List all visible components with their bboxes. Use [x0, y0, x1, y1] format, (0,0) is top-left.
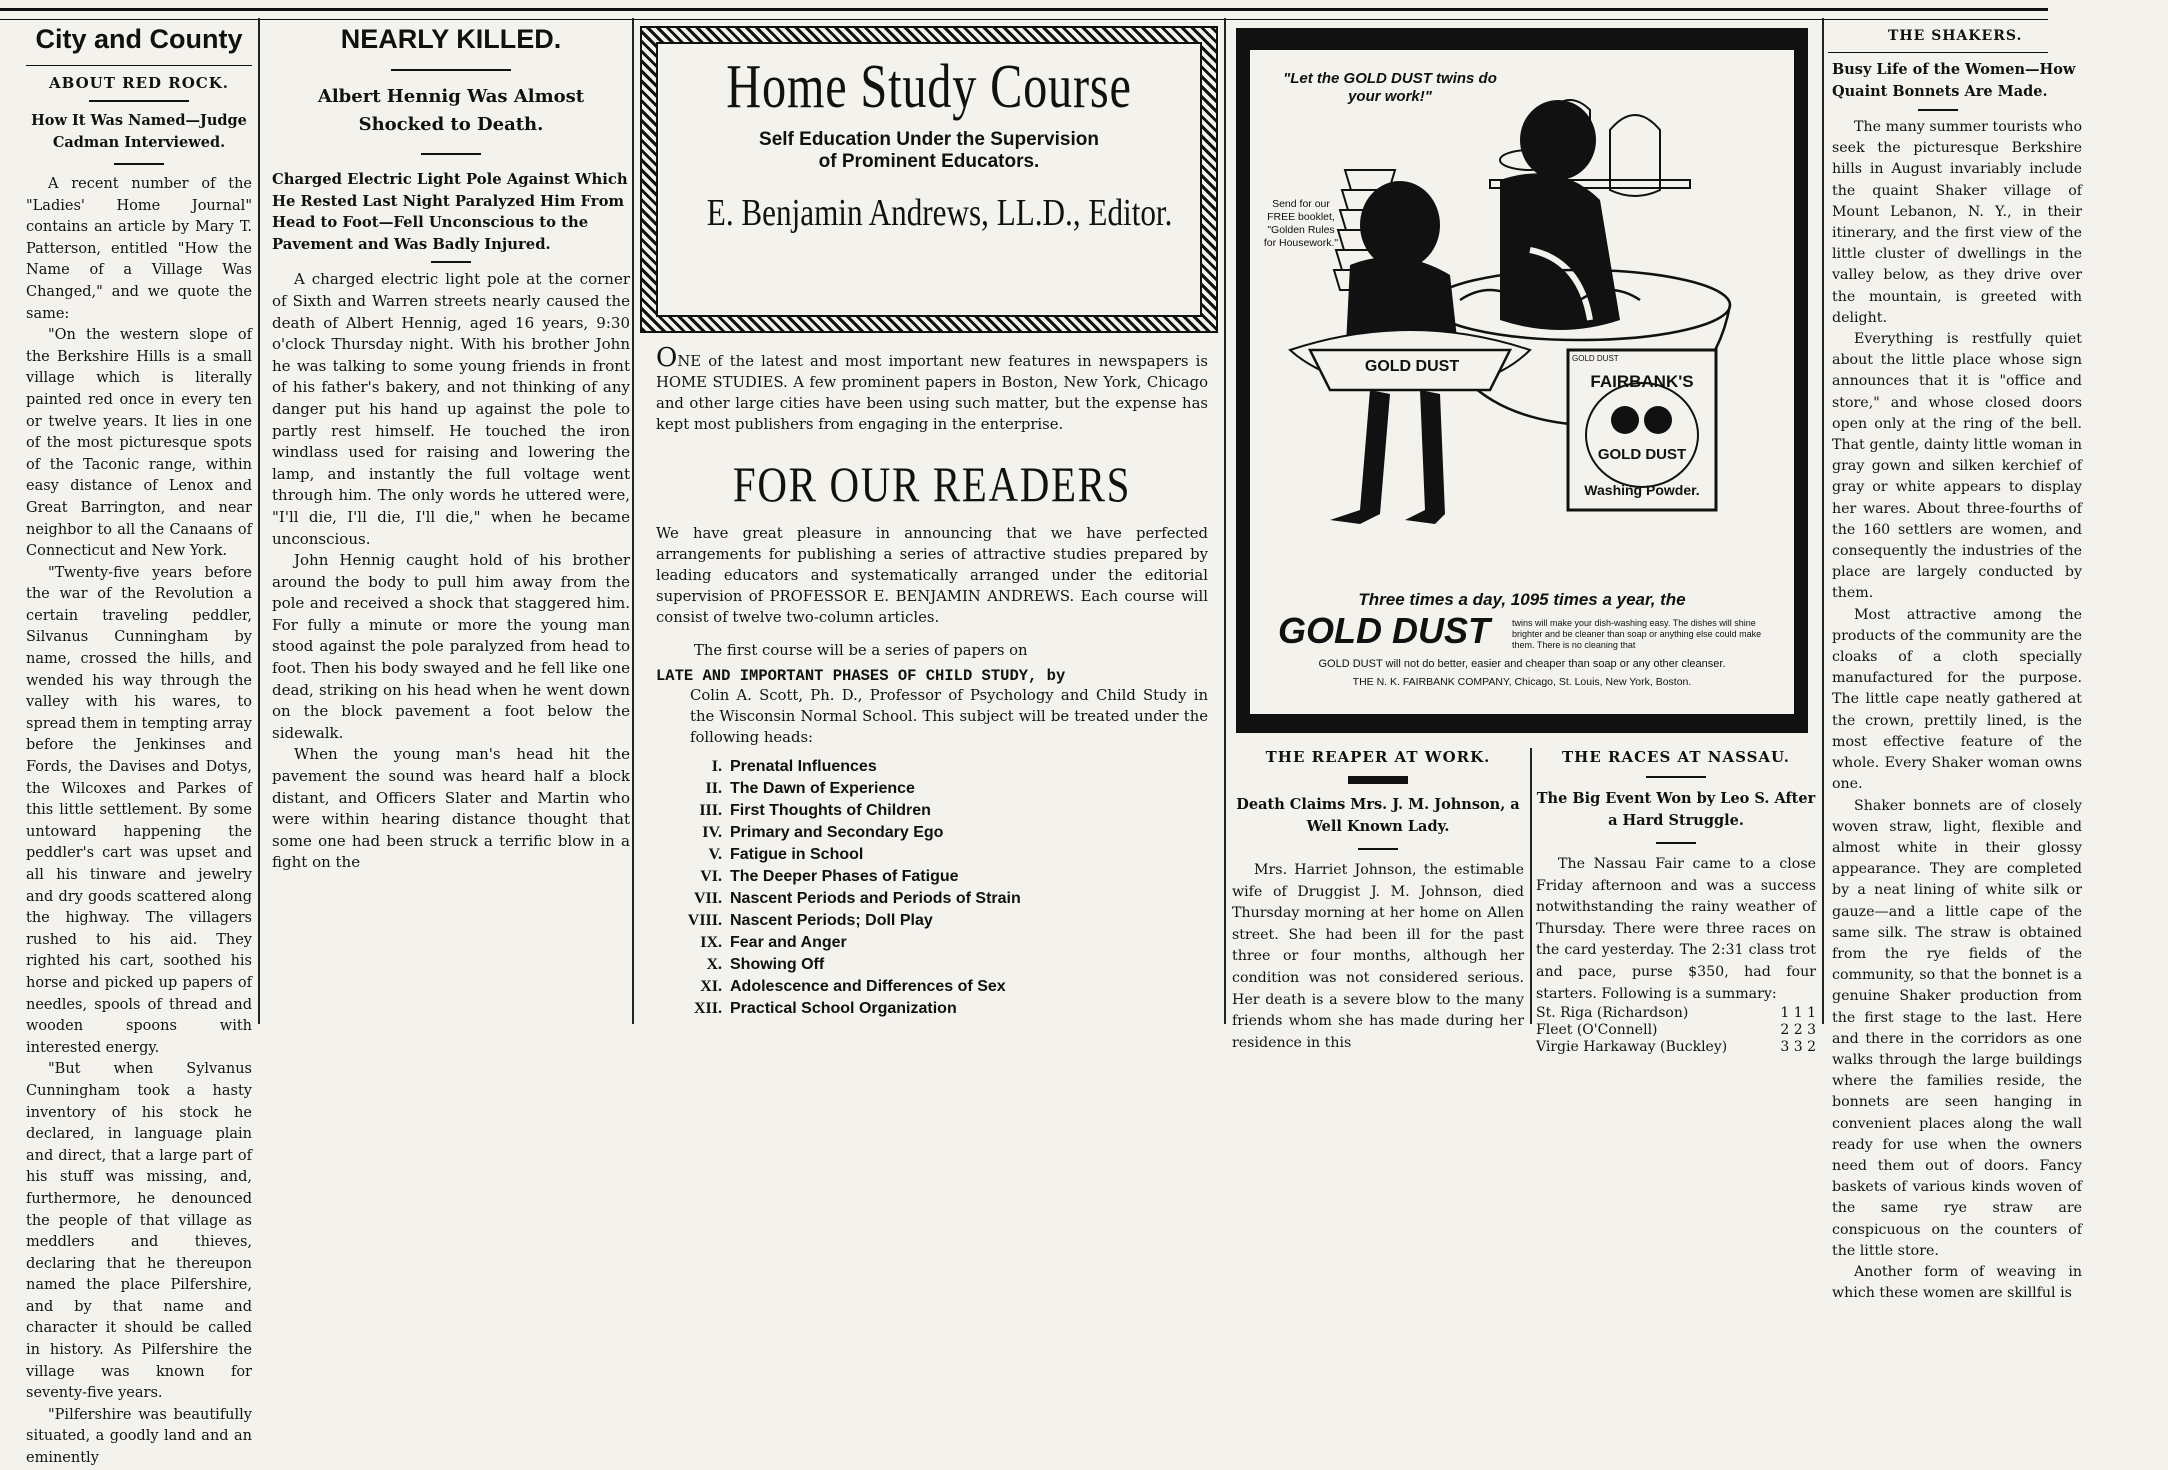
list-number: X.: [706, 956, 722, 973]
gold-dust-ad: [1236, 28, 1808, 733]
article-red-rock: [26, 174, 252, 1470]
headline-reaper: THE REAPER AT WORK.: [1265, 748, 1491, 766]
first-course-line: The first course will be a series of papers on: [694, 642, 1028, 659]
column-divider: [1530, 748, 1532, 1024]
list-title: Practical School Organization: [730, 1000, 957, 1017]
deck-reaper: Death Claims Mrs. J. M. Johnson, a Well Known Lady.: [1236, 796, 1520, 835]
jug-shape: [1610, 115, 1660, 196]
gold-dust-brand: GOLD DUST: [1278, 610, 1490, 651]
gold-dust-tagline: Three times a day, 1095 times a year, the: [1358, 590, 1686, 609]
home-study-course-ad: [640, 26, 1218, 333]
course-heading: LATE AND IMPORTANT PHASES OF CHILD STUDY, by: [656, 667, 1066, 685]
gold-dust-slogan: "Let the GOLD DUST twins do your work!": [1283, 70, 1497, 105]
list-item: [666, 998, 1208, 1020]
list-item: [666, 822, 1208, 844]
paragraph: "But when Sylvanus Cunningham took a hasty inventory of his stock he declared, in language plain and direct, that a large part of his stuff was missing, and, furthermore, he denounced the people of that village as meddlers and thieves, declaring that he thereupon named the place Pilfershire, and by that name and character it should be called in history. As Pilfershire the village was known for seventy-five years.: [26, 1061, 252, 1402]
horse-scores: 2 2 3: [1780, 1022, 1816, 1039]
race-results: [1536, 1005, 1816, 1056]
list-item: [666, 778, 1208, 800]
for-our-readers-heading: FOR OUR READERS: [732, 456, 1132, 512]
horse-scores: 1 1 1: [1780, 1005, 1816, 1022]
deck-races: The Big Event Won by Leo S. After a Hard Struggle.: [1536, 790, 1816, 829]
paragraph: John Hennig caught hold of his brother around the body to pull him away from the pole and received a shock that staggered him. For fully a minute or more the young man stood against the pole paralyzed from head to foot. Then his body swayed and he fell like one dead, striking on his head when he went down on the block pavement a foot below the sidewalk.: [272, 551, 630, 742]
list-item: [666, 976, 1208, 998]
gold-dust-twins-illustration: [1250, 50, 1794, 590]
list-item: [666, 844, 1208, 866]
list-title: Prenatal Influences: [730, 758, 877, 775]
list-title: Fear and Anger: [730, 934, 847, 951]
list-title: Nascent Periods and Periods of Strain: [730, 890, 1021, 907]
horse-scores: 3 3 2: [1780, 1039, 1816, 1056]
list-number: VIII.: [687, 912, 722, 929]
box-medallion: [1586, 383, 1698, 487]
twin-right-body: [1500, 173, 1620, 330]
paragraph: When the young man's head hit the pavement the sound was heard half a block distant, and Officers Slater and Martin who were within hearing distance thought that some one had been struck a terrific blow in a fight on the: [272, 745, 630, 872]
column-nearly-killed: [266, 18, 630, 1024]
course-subtitle-1: Self Education Under the Supervision: [759, 129, 1099, 150]
box-top-label: GOLD DUST: [1572, 354, 1619, 363]
list-number: XI.: [700, 978, 722, 995]
paragraph: "On the western slope of the Berkshire Hills is a small village which is literally painted red once in every ten or twelve years. It lies in one of the most picturesque spots of the Taconic range, within easy distance of Lenox and Great Barrington, and near neighbor to all the Canaans of Connecticut and New York.: [26, 327, 252, 560]
deck-red-rock: How It Was Named—Judge Cadman Interviewed.: [31, 112, 247, 151]
box-name-label: GOLD DUST: [1597, 446, 1687, 463]
list-number: VI.: [700, 868, 722, 885]
list-item: [666, 932, 1208, 954]
column-reaper: [1232, 748, 1524, 1051]
list-item: [666, 756, 1208, 778]
twin-left-leg: [1405, 390, 1445, 524]
list-item: [666, 954, 1208, 976]
masthead-city-county: City and County: [35, 24, 243, 54]
list-title: The Deeper Phases of Fatigue: [730, 868, 959, 885]
twin-left: [1290, 181, 1530, 524]
list-title: First Thoughts of Children: [730, 802, 931, 819]
paragraph: The many summer tourists who seek the picturesque Berkshire hills in August invariably include the quaint Shaker village of Mount Lebanon, N. Y., in their itinerary, and the first view of the little cluster of dwellings in the valley below, as they drive over the mountain, is greeted with delight.: [1832, 119, 2082, 326]
readers-text: We have great pleasure in announcing that we have perfected arrangements for publishing a series of attractive studies prepared by leading educators and systematically arranged under the editorial supervision of PROFESSOR E. BENJAMIN ANDREWS. Each course will consist of twelve two-column articles.: [656, 525, 1208, 626]
list-number: III.: [699, 802, 722, 819]
list-number: XII.: [693, 1000, 722, 1017]
medallion-twin: [1611, 406, 1639, 434]
intro-paragraph: [656, 343, 1208, 435]
subhead-hennig: Albert Hennig Was Almost Shocked to Death.: [317, 86, 585, 135]
headline-races: THE RACES AT NASSAU.: [1562, 748, 1790, 766]
headline-shakers: THE SHAKERS.: [1888, 28, 2023, 44]
list-title: Nascent Periods; Doll Play: [730, 912, 933, 929]
medallion-twin: [1644, 406, 1672, 434]
horse-name: Virgie Harkaway (Buckley): [1536, 1039, 1728, 1056]
article-shakers: [1828, 117, 2082, 1304]
twin-left-head: [1360, 181, 1440, 269]
list-title: Showing Off: [730, 956, 825, 973]
column-shakers: [1828, 18, 2082, 1302]
deck-hennig: Charged Electric Light Pole Against Which He Rested Last Night Paralyzed Him From Head to Foot—Fell Unconscious to the Pavement and Was Badly Injured.: [272, 171, 628, 253]
course-title: Home Study Course: [726, 53, 1132, 121]
list-item: [666, 910, 1208, 932]
table-row: [1536, 1022, 1816, 1039]
paragraph: Everything is restfully quiet about the little place whose sign announces that it is "office and store," and whose closed doors open only at the ring of the bell. That gentle, dainty little woman in gray gown and silken kerchief of gray or white appears to display her wares. About three-fourths of the 160 settlers are women, and consequently the industries of the place are largely conducted by them.: [1832, 331, 2082, 602]
list-number: IX.: [700, 934, 722, 951]
headline-red-rock: ABOUT RED ROCK.: [49, 74, 229, 92]
course-heads-list: [656, 756, 1208, 1020]
gold-dust-company: THE N. K. FAIRBANK COMPANY, Chicago, St. Louis, New York, Boston.: [1352, 676, 1692, 688]
paragraph: Shaker bonnets are of closely woven straw, light, flexible and almost white in their glossy appearance. They are completed by a neat lining of white silk or gauze—and a little cape of the same silk. The straw is obtained from the rye fields of the community, so that the bonnet is a genuine Shaker production from the first stage to the last. Here and there in the corridors as one walks through the large buildings where the families reside, the bonnets are seen hanging in convenient places along the wall ready for use when the owners need them out of doors. Fancy baskets of various kinds woven of the same rye straw are conspicuous on the counters of the little store.: [1832, 797, 2082, 1259]
list-number: VII.: [693, 890, 722, 907]
course-editor: E. Benjamin Andrews, LL.D., Editor.: [706, 192, 1173, 234]
article-reaper: Mrs. Harriet Johnson, the estimable wife of Druggist J. M. Johnson, died Thursday morning at her home on Allen street. She had been ill for the past three or four months, although her condition was not considered serious. Her death is a severe blow to the many friends whom she has made during her residence in this: [1232, 862, 1524, 1051]
horse-name: St. Riga (Richardson): [1536, 1005, 1689, 1022]
column-races: [1536, 748, 1816, 1056]
column-for-our-readers: [656, 343, 1208, 1024]
list-number: IV.: [702, 824, 722, 841]
list-item: [666, 800, 1208, 822]
intro-text: NE of the latest and most important new features in newspapers is HOME STUDIES. A few prominent papers in Boston, New York, Chicago and other large cities have been using such matter, but the expense has kept most publishers from engaging in the enterprise.: [656, 353, 1208, 433]
list-title: The Dawn of Experience: [730, 780, 915, 797]
horse-name: Fleet (O'Connell): [1536, 1022, 1658, 1039]
twin-right: [1500, 100, 1620, 330]
list-number: V.: [708, 846, 722, 863]
drop-cap: O: [656, 343, 678, 373]
table-row: [1536, 1005, 1816, 1022]
free-booklet-note: Send for our FREE booklet, "Golden Rules for Housework.": [1263, 198, 1339, 249]
list-title: Fatigue in School: [730, 846, 864, 863]
ad-panel: [656, 42, 1202, 317]
paragraph: Another form of weaving in which these women are skillful is: [1832, 1263, 2082, 1302]
list-number: II.: [705, 780, 722, 797]
column-divider: [258, 18, 260, 1024]
twin-right-head: [1520, 100, 1596, 180]
paragraph: A recent number of the "Ladies' Home Journal" contains an article by Mary T. Patterson, entitled "How the Name of a Village Was Changed," and we quote the same:: [26, 176, 252, 322]
gold-dust-claim: GOLD DUST will not do better, easier and cheaper than soap or any other cleanser.: [1318, 658, 1726, 670]
headline-nearly-killed: NEARLY KILLED.: [340, 24, 562, 54]
paragraph: Most attractive among the products of the community are the cloaks of a cloth specially manufactured for the purpose. The little cape neatly gathered at the crown, prettily lined, is the most effective feature of the whole. Every Shaker woman owns one.: [1832, 606, 2082, 793]
column-divider: [632, 18, 634, 1024]
column-divider: [1224, 18, 1226, 1024]
skirt-label: GOLD DUST: [1364, 358, 1460, 375]
list-number: I.: [711, 758, 722, 775]
list-title: Adolescence and Differences of Sex: [730, 978, 1006, 995]
column-city-county: [26, 18, 252, 1467]
gold-dust-panel: [1250, 50, 1794, 714]
list-item: [666, 866, 1208, 888]
column-divider: [1822, 18, 1824, 1024]
twin-left-leg: [1330, 390, 1390, 524]
article-hennig: [272, 269, 630, 874]
paragraph: "Twenty-five years before the war of the Revolution a certain traveling peddler, Silvanus Cunningham by name, crossed the hills, and wended his way through the valley with his wares, to spread them in tempting array before the Jenkinses and Fords, the Davises and Dotys, the Wilcoxes and Parkes of this little settlement. By some untoward happening the peddler's cart was upset and all his tinware and jewelry and dry goods scattered along the highway. The villagers rushed to his aid. They righted his cart, soothed his horse and picked up papers of needles, spools of thread and wooden spoons with interested energy.: [26, 564, 252, 1056]
deck-shakers: Busy Life of the Women—How Quaint Bonnets Are Made.: [1832, 61, 2076, 100]
gold-dust-brand-side: twins will make your dish-washing easy. The dishes will shine brighter and be cleaner than soap or anything else could make them. There is no cleaning that: [1512, 618, 1762, 650]
table-row: [1536, 1039, 1816, 1056]
course-author: Colin A. Scott, Ph. D., Professor of Psychology and Child Study in the Wisconsin Normal School. This subject will be treated under the following heads:: [690, 687, 1208, 746]
course-subtitle-2: of Prominent Educators.: [818, 151, 1040, 172]
box-brand-label: FAIRBANK'S: [1590, 372, 1694, 391]
list-item: [666, 888, 1208, 910]
paragraph: A charged electric light pole at the corner of Sixth and Warren streets nearly caused the death of Albert Hennig, aged 16 years, 9:30 o'clock Thursday night. With his brother John he was talking to some young friends in front of his father's bakery, and not thinking of any danger put his hand up against the pole to partly rest himself. He touched the iron windlass used for raising and lowering the lamp, and instantly the full voltage went through him. The only words he uttered were, "I'll die, I'll die, I'll die," when he became unconscious.: [272, 270, 630, 548]
article-races: The Nassau Fair came to a close Friday afternoon and was a success notwithstanding the rainy weather of Thursday. There were three races on the card yesterday. The 2:31 class trot and pace, purse $350, had four starters. Following is a summary:: [1536, 856, 1816, 1002]
box-product-label: Washing Powder.: [1584, 482, 1700, 498]
list-title: Primary and Secondary Ego: [730, 824, 944, 841]
paragraph: "Pilfershire was beautifully situated, a goodly land and an eminently: [26, 1406, 252, 1467]
